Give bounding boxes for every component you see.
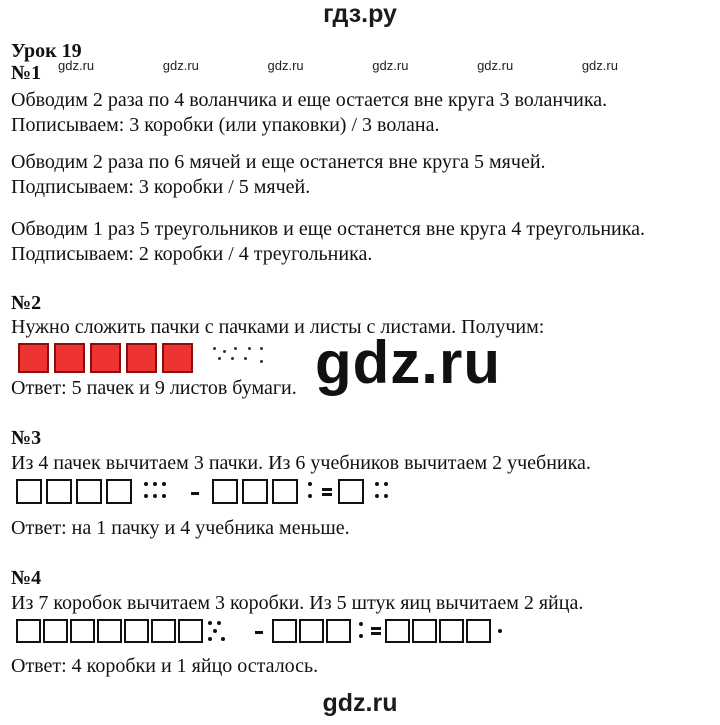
task4-number: №4 — [11, 567, 42, 589]
sheet-dot — [260, 347, 263, 350]
pack-square — [18, 343, 49, 373]
box-square — [439, 619, 464, 643]
watermark: gdz.ru — [581, 58, 618, 73]
box-square — [124, 619, 149, 643]
task1-line: Подписываем: 3 коробки / 5 мячей. — [11, 176, 311, 198]
book-dot — [153, 482, 157, 486]
task2-line: Нужно сложить пачки с пачками и листы с листами. Получим: — [11, 316, 545, 338]
task1-line: Обводим 1 раз 5 треугольников и еще останется вне круга 4 треугольника. — [11, 218, 646, 240]
task1-number: №1 — [11, 62, 42, 84]
minus-sign — [255, 631, 263, 634]
box-square — [43, 619, 68, 643]
watermark-row — [58, 58, 618, 73]
task1-line: Пописываем: 3 коробки (или упаковки) / 3 волана. — [11, 114, 440, 136]
pack-box — [106, 479, 132, 504]
sheet-dot — [234, 347, 237, 350]
watermark: gdz.ru — [267, 58, 304, 73]
sheet-dot — [260, 360, 263, 363]
equals-sign — [322, 488, 332, 496]
box-square — [272, 619, 297, 643]
pack-box — [16, 479, 42, 504]
egg-dot — [498, 629, 502, 633]
box-square — [466, 619, 491, 643]
task2-answer: Ответ: 5 пачек и 9 листов бумаги. — [11, 377, 297, 399]
task3-figure — [16, 479, 406, 507]
box-square — [16, 619, 41, 643]
task2-number: №2 — [11, 292, 42, 314]
box-square — [151, 619, 176, 643]
pack-square — [90, 343, 121, 373]
box-square — [178, 619, 203, 643]
box-square — [412, 619, 437, 643]
task3-number: №3 — [11, 427, 42, 449]
book-dot — [162, 494, 166, 498]
sheet-dot — [244, 357, 247, 360]
book-dot — [375, 494, 379, 498]
box-square — [385, 619, 410, 643]
book-dot — [384, 494, 388, 498]
site-footer: gdz.ru — [322, 689, 398, 717]
egg-dot — [217, 621, 221, 625]
book-dot — [162, 482, 166, 486]
egg-dot — [213, 629, 217, 633]
book-dot — [308, 494, 312, 498]
task2-figure — [18, 343, 268, 375]
egg-dot — [359, 634, 363, 638]
book-dot — [375, 482, 379, 486]
watermark: gdz.ru — [58, 58, 95, 73]
sheet-dot — [223, 350, 226, 353]
pack-square — [162, 343, 193, 373]
pack-box — [338, 479, 364, 504]
book-dot — [308, 482, 312, 486]
book-dot — [144, 494, 148, 498]
egg-dot — [208, 637, 212, 641]
task4-figure — [16, 619, 516, 647]
sheet-dot — [213, 347, 216, 350]
box-square — [70, 619, 95, 643]
site-header: гдз.ру — [323, 0, 397, 28]
pack-box — [46, 479, 72, 504]
book-dot — [144, 482, 148, 486]
equals-sign — [371, 627, 381, 635]
box-square — [299, 619, 324, 643]
box-square — [326, 619, 351, 643]
book-dot — [384, 482, 388, 486]
task1-line: Обводим 2 раза по 4 воланчика и еще остается вне круга 3 воланчика. — [11, 89, 608, 111]
lesson-title: Урок 19 — [11, 40, 82, 62]
task4-answer: Ответ: 4 коробки и 1 яйцо осталось. — [11, 655, 319, 677]
task4-line: Из 7 коробок вычитаем 3 коробки. Из 5 штук яиц вычитаем 2 яйца. — [11, 592, 584, 614]
book-dot — [153, 494, 157, 498]
pack-box — [76, 479, 102, 504]
task3-answer: Ответ: на 1 пачку и 4 учебника меньше. — [11, 517, 350, 539]
watermark: gdz.ru — [477, 58, 514, 73]
minus-sign — [191, 492, 199, 495]
egg-dot — [221, 637, 225, 641]
pack-box — [212, 479, 238, 504]
task1-line: Подписываем: 2 коробки / 4 треугольника. — [11, 243, 373, 265]
pack-box — [272, 479, 298, 504]
watermark-large: gdz.ru — [315, 329, 501, 396]
pack-square — [54, 343, 85, 373]
sheet-dot — [231, 357, 234, 360]
sheet-dot — [248, 347, 251, 350]
watermark: gdz.ru — [372, 58, 409, 73]
egg-dot — [208, 621, 212, 625]
pack-square — [126, 343, 157, 373]
task1-line: Обводим 2 раза по 6 мячей и еще останется вне круга 5 мячей. — [11, 151, 546, 173]
sheet-dot — [218, 357, 221, 360]
task3-line: Из 4 пачек вычитаем 3 пачки. Из 6 учебников вычитаем 2 учебника. — [11, 452, 591, 474]
pack-box — [242, 479, 268, 504]
watermark: gdz.ru — [162, 58, 199, 73]
egg-dot — [359, 622, 363, 626]
box-square — [97, 619, 122, 643]
